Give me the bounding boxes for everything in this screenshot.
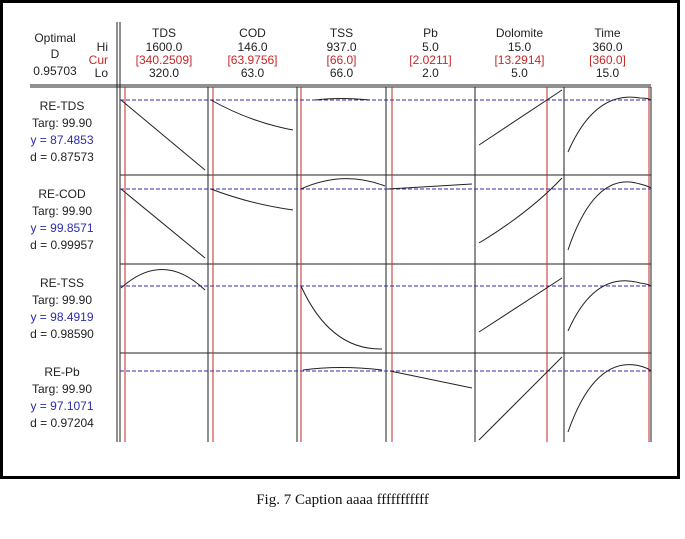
- factor-hi: 1600.0: [145, 40, 183, 54]
- response-d: d = 0.99957: [30, 238, 94, 252]
- factor-name: Dolomite: [495, 26, 544, 40]
- curve: [479, 278, 562, 332]
- factor-name: TDS: [152, 26, 176, 40]
- curve: [568, 97, 651, 152]
- factor-cur: [66.0]: [326, 53, 357, 67]
- curve: [121, 189, 205, 258]
- factor-hi: 360.0: [592, 40, 623, 54]
- response-y: y = 98.4919: [30, 310, 94, 324]
- curve: [479, 178, 562, 243]
- response-targ: Targ: 99.90: [31, 382, 93, 396]
- factor-name: TSS: [329, 26, 354, 40]
- curve: [568, 182, 651, 250]
- factor-hi: 5.0: [422, 40, 439, 54]
- response-targ: Targ: 99.90: [31, 293, 93, 307]
- response-name: RE-TDS: [39, 99, 85, 113]
- d-label: D: [50, 47, 60, 61]
- d-value: 0.95703: [33, 64, 77, 78]
- factor-cur: [2.0211]: [409, 53, 452, 67]
- response-y: y = 99.8571: [30, 221, 94, 235]
- response-name: RE-TSS: [39, 276, 85, 290]
- factor-name: COD: [239, 26, 266, 40]
- lo-label: Lo: [94, 66, 108, 80]
- curve: [390, 371, 472, 388]
- curve: [211, 189, 293, 210]
- factor-cur: [63.9756]: [227, 53, 278, 67]
- curve: [479, 90, 562, 145]
- response-y: y = 97.1071: [30, 399, 94, 413]
- curve: [303, 368, 382, 371]
- curve: [388, 184, 472, 189]
- response-d: d = 0.98590: [30, 327, 94, 341]
- curve: [568, 365, 651, 432]
- factor-cur: [360.0]: [589, 53, 626, 67]
- cur-label: Cur: [88, 53, 108, 67]
- response-name: RE-COD: [38, 187, 86, 201]
- factor-lo: 15.0: [595, 66, 620, 80]
- curve: [568, 281, 651, 331]
- curve: [479, 357, 562, 440]
- factor-lo: 2.0: [422, 66, 439, 80]
- optimal-label: Optimal: [34, 31, 76, 45]
- curve: [301, 286, 382, 349]
- response-targ: Targ: 99.90: [31, 116, 93, 130]
- curve: [121, 269, 205, 290]
- curve: [211, 100, 293, 130]
- curve: [301, 179, 385, 189]
- response-targ: Targ: 99.90: [31, 204, 93, 218]
- response-d: d = 0.87573: [30, 150, 94, 164]
- factor-lo: 63.0: [240, 66, 265, 80]
- curve: [121, 100, 205, 170]
- factor-lo: 66.0: [329, 66, 354, 80]
- factor-hi: 15.0: [507, 40, 532, 54]
- response-name: RE-Pb: [44, 365, 80, 379]
- hi-label: Hi: [96, 40, 108, 54]
- figure-caption: Fig. 7 Caption aaaa fffffffffff: [256, 492, 429, 508]
- factor-hi: 937.0: [326, 40, 357, 54]
- factor-cur: [13.2914]: [494, 53, 545, 67]
- response-d: d = 0.97204: [30, 416, 94, 430]
- factor-hi: 146.0: [237, 40, 268, 54]
- response-y: y = 87.4853: [30, 133, 94, 147]
- factor-lo: 320.0: [148, 66, 180, 80]
- factor-name: Pb: [423, 26, 438, 40]
- factor-cur: [340.2509]: [135, 53, 193, 67]
- factor-name: Time: [594, 26, 621, 40]
- factor-lo: 5.0: [511, 66, 528, 80]
